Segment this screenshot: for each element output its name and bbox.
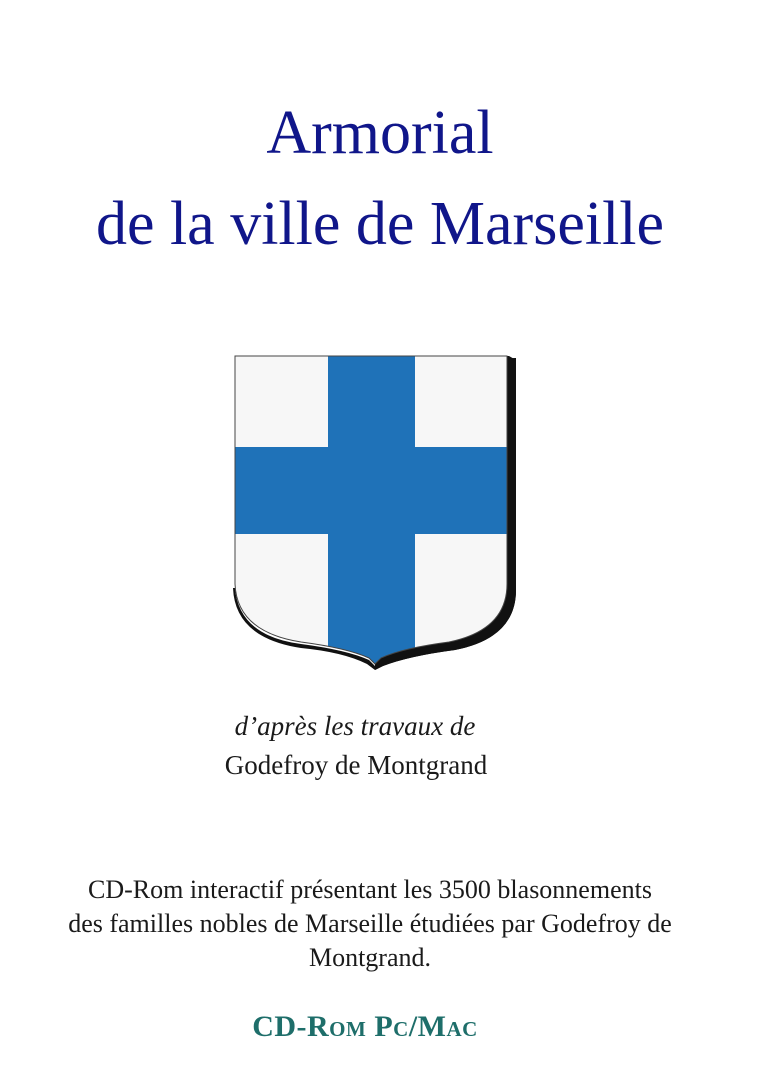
cross-horizontal xyxy=(231,447,521,534)
format-label: CD-Rom Pc/Mac xyxy=(252,1010,478,1043)
title-line-1: Armorial xyxy=(266,99,494,167)
description xyxy=(20,873,720,975)
title-line-2: de la ville de Marseille xyxy=(95,190,665,258)
credit-author: Godefroy de Montgrand xyxy=(224,750,488,780)
credit-intro: d’après les travaux de xyxy=(234,711,476,741)
description-line: Montgrand. xyxy=(308,943,432,972)
description-line: CD-Rom interactif présentant les 3500 blasonnements xyxy=(88,875,652,904)
marseille-coat-of-arms-icon xyxy=(231,352,521,670)
description-line: des familles nobles de Marseille étudiées par Godefroy de xyxy=(68,909,672,938)
